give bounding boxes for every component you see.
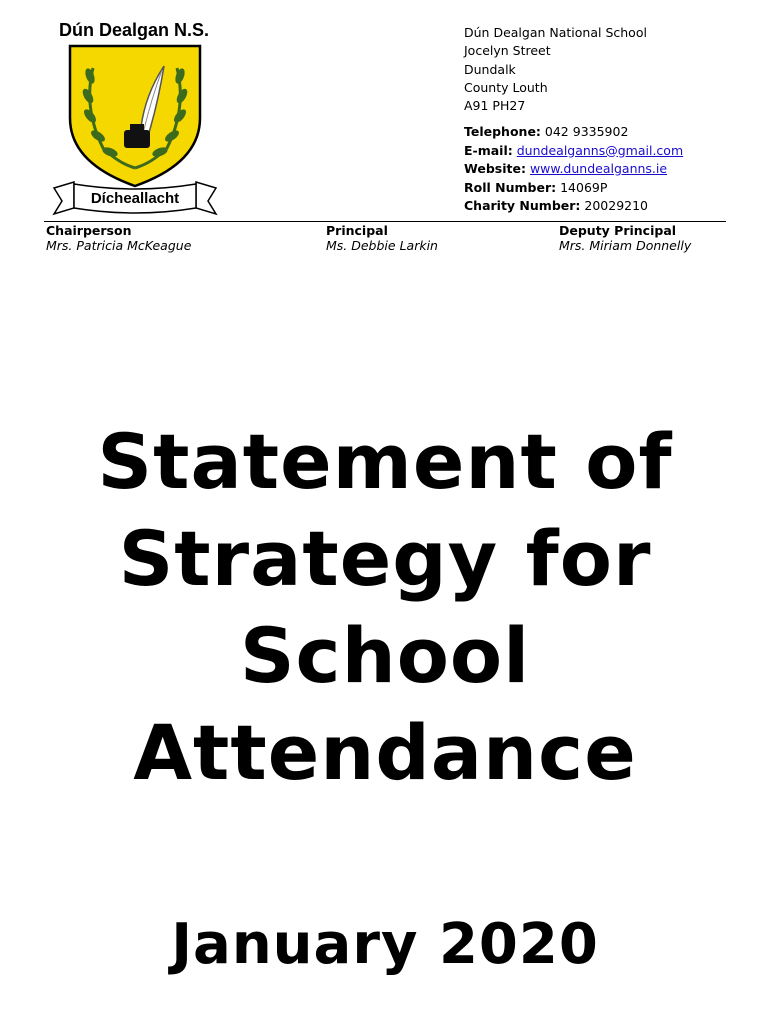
officer-role: Deputy Principal (559, 223, 677, 238)
title-line: Strategy for (118, 514, 652, 603)
roll-number-value: 14069P (560, 179, 608, 195)
roll-number-label: Roll Number: (464, 179, 557, 195)
website-label: Website: (464, 161, 526, 176)
telephone-value: 042 9335902 (544, 124, 629, 139)
email-label: E-mail: (464, 142, 513, 158)
officer-name: Mrs. Miriam Donnelly (559, 238, 692, 253)
title-line: School (239, 611, 531, 700)
officer-role: Chairperson (46, 223, 132, 238)
address-line: County Louth (464, 79, 548, 95)
address-line: Jocelyn Street (464, 43, 551, 59)
website-link[interactable]: www.dundealganns.ie (529, 161, 668, 176)
officer-role: Principal (326, 223, 388, 238)
crest-title-lettering: Dún Dealgan N.S. (58, 20, 210, 40)
address-line: Dún Dealgan National School (464, 25, 647, 40)
email-link[interactable]: dundealganns@gmail.com (516, 142, 684, 158)
website-row (464, 160, 683, 179)
crest-motto-lettering: Dícheallacht (90, 190, 180, 207)
contact-details (464, 123, 683, 216)
school-address (464, 24, 647, 115)
telephone-label: Telephone: (464, 124, 541, 139)
officer-name: Ms. Debbie Larkin (326, 238, 438, 253)
crest-shield-icon (48, 18, 238, 218)
address-line: A91 PH27 (464, 98, 526, 114)
officer-principal (326, 223, 438, 253)
document-date: January 2020 (171, 912, 599, 977)
title-line: Attendance (133, 708, 637, 797)
title-line: Statement of (97, 417, 673, 506)
officer-deputy-principal (559, 223, 691, 253)
charity-number-value: 20029210 (584, 198, 649, 213)
address-line: Dundalk (464, 61, 516, 77)
school-crest-logo (48, 18, 238, 218)
charity-number-row (464, 197, 683, 216)
header-divider (44, 221, 726, 222)
charity-number-label: Charity Number: (464, 198, 581, 213)
document-title (0, 413, 770, 801)
officer-name: Mrs. Patricia McKeague (46, 238, 192, 253)
officer-chairperson (46, 223, 191, 253)
telephone-row (464, 123, 683, 142)
email-row (464, 142, 683, 161)
roll-number-row (464, 179, 683, 198)
